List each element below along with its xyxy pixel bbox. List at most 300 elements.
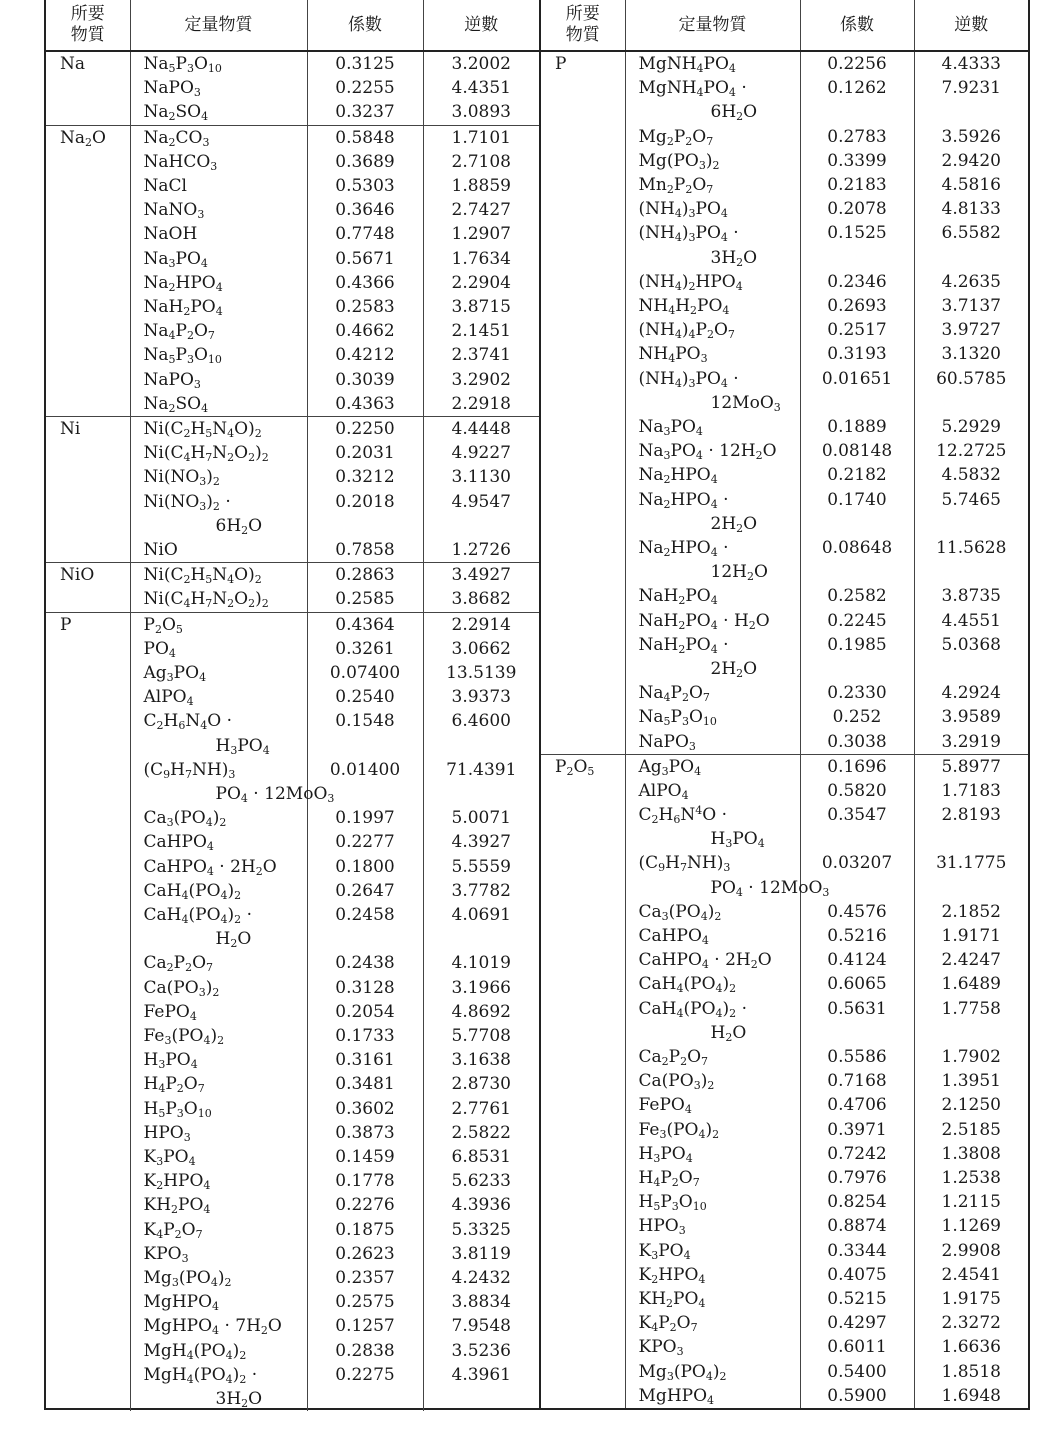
table-row	[541, 51, 1028, 76]
weighed-substance: $Ca_2P_2O_7$	[638, 1047, 709, 1069]
weighed-substance-cell	[130, 951, 307, 975]
weighed-substance: $K_4P_2O_7$	[638, 1313, 698, 1335]
weighed-substance: $Na_2CO_3$	[143, 127, 210, 149]
required-substance-cell	[46, 976, 130, 1000]
weighed-substance-cell	[625, 439, 800, 463]
required-substance: P	[555, 54, 567, 74]
reciprocal-value: 3.8119	[423, 1242, 539, 1266]
required-substance: $P_2O_5$	[555, 756, 595, 778]
factor-value: 0.7242	[800, 1142, 914, 1166]
weighed-substance-cell	[625, 125, 800, 149]
factor-value: 0.2623	[307, 1242, 423, 1266]
weighed-substance-cell	[130, 1218, 307, 1242]
reciprocal-value: 4.2432	[423, 1266, 539, 1290]
weighed-substance: $P_2O_5$	[143, 614, 183, 636]
table-row	[541, 948, 1028, 972]
weighed-substance-continuation: $3H_2O$	[710, 247, 758, 269]
factor-value: 0.4124	[800, 948, 914, 972]
weighed-substance-cell	[625, 1190, 800, 1214]
required-substance-cell	[46, 709, 130, 757]
required-substance-cell	[46, 806, 130, 830]
weighed-substance: $H_3PO_4$	[638, 1143, 693, 1165]
required-substance-cell	[541, 536, 625, 584]
reciprocal-value: 4.5816	[914, 173, 1028, 197]
reciprocal-value: 4.4333	[914, 51, 1028, 76]
table-row	[541, 439, 1028, 463]
table-row	[46, 441, 539, 465]
weighed-substance-cell	[130, 976, 307, 1000]
weighed-substance-cell	[625, 1214, 800, 1238]
factor-value: 0.2078	[800, 197, 914, 221]
required-substance-cell	[541, 1360, 625, 1384]
weighed-substance: $C_2H_6N^4O$ ·	[638, 804, 727, 827]
reciprocal-value: 3.2902	[423, 368, 539, 392]
weighed-substance: MgHPO$_4$	[143, 1292, 220, 1314]
table-row	[46, 247, 539, 271]
weighed-substance-cell	[625, 197, 800, 221]
required-substance-cell	[541, 1287, 625, 1311]
factor-value: 0.3344	[800, 1239, 914, 1263]
table-row	[46, 1169, 539, 1193]
reciprocal-value: 2.8730	[423, 1072, 539, 1096]
factor-value: 0.4662	[307, 319, 423, 343]
weighed-substance: AlPO$_4$	[143, 687, 194, 709]
reciprocal-value: 2.1852	[914, 900, 1028, 924]
weighed-substance: $Na_2HPO_4$ ·	[638, 489, 729, 511]
required-substance-cell	[541, 367, 625, 415]
header-required-line1: 所要	[565, 4, 600, 24]
factor-value: 0.6011	[800, 1335, 914, 1359]
factor-value: 0.5848	[307, 125, 423, 150]
reciprocal-value: 4.9547	[423, 490, 539, 538]
reciprocal-value: 1.2907	[423, 222, 539, 246]
table-row	[46, 879, 539, 903]
weighed-substance: AlPO$_4$	[638, 780, 689, 802]
table-row	[541, 488, 1028, 536]
weighed-substance: $KH_2PO_4$	[638, 1289, 706, 1311]
factor-value: 0.3237	[307, 100, 423, 125]
weighed-substance-cell	[130, 1290, 307, 1314]
weighed-substance-cell	[130, 490, 307, 538]
reciprocal-value: 3.8715	[423, 295, 539, 319]
left-table-body	[46, 51, 539, 1411]
weighed-substance-cell	[130, 1097, 307, 1121]
reciprocal-value: 1.9171	[914, 924, 1028, 948]
required-substance-cell	[541, 149, 625, 173]
table-row	[541, 754, 1028, 779]
required-substance-cell	[541, 270, 625, 294]
weighed-substance-continuation: $12H_2O$	[710, 562, 768, 584]
factor-value: 0.2245	[800, 609, 914, 633]
reciprocal-value: 3.0893	[423, 100, 539, 125]
reciprocal-value: 2.9908	[914, 1239, 1028, 1263]
header-factor: 係數	[800, 0, 914, 51]
reciprocal-value: 1.7758	[914, 997, 1028, 1045]
factor-value: 0.3481	[307, 1072, 423, 1096]
table-row	[541, 681, 1028, 705]
table-row	[46, 1048, 539, 1072]
required-substance-cell	[46, 1048, 130, 1072]
reciprocal-value: 5.6233	[423, 1169, 539, 1193]
reciprocal-value: 12.2725	[914, 439, 1028, 463]
reciprocal-value: 2.7108	[423, 150, 539, 174]
weighed-substance: $Ni(C_4H_7N_2O_2)_2$	[143, 443, 269, 465]
reciprocal-value: 71.4391	[423, 758, 539, 806]
reciprocal-value: 1.7101	[423, 125, 539, 150]
weighed-substance-cell	[130, 538, 307, 563]
factor-value: 0.1778	[307, 1169, 423, 1193]
table-row	[541, 584, 1028, 608]
required-substance-cell	[541, 1214, 625, 1238]
factor-value: 0.2255	[307, 76, 423, 100]
weighed-substance-continuation: $6H_2O$	[710, 102, 758, 124]
reciprocal-value: 2.2918	[423, 392, 539, 417]
reciprocal-value: 3.4927	[423, 563, 539, 588]
reciprocal-value: 3.2002	[423, 51, 539, 76]
table-row	[46, 1363, 539, 1411]
factor-value: 0.7748	[307, 222, 423, 246]
weighed-substance-cell	[625, 342, 800, 366]
table-row	[46, 612, 539, 637]
weighed-substance-cell	[130, 392, 307, 417]
weighed-substance-cell	[130, 1121, 307, 1145]
weighed-substance: $Ag_3PO_4$	[638, 756, 702, 778]
table-row	[46, 976, 539, 1000]
right-table	[541, 0, 1028, 1408]
required-substance-cell	[46, 100, 130, 125]
reciprocal-value: 4.2924	[914, 681, 1028, 705]
weighed-substance-cell	[625, 705, 800, 729]
factor-value: 0.3038	[800, 730, 914, 755]
reciprocal-value: 1.6948	[914, 1384, 1028, 1408]
required-substance-cell	[46, 1218, 130, 1242]
weighed-substance: $Na_2HPO_4$	[638, 465, 718, 487]
factor-value: 0.4212	[307, 343, 423, 367]
reciprocal-value: 2.1250	[914, 1093, 1028, 1117]
weighed-substance-cell	[625, 803, 800, 851]
required-substance-cell	[46, 661, 130, 685]
weighed-substance-cell	[130, 465, 307, 489]
required-substance: Na	[60, 54, 86, 74]
factor-value: 0.2438	[307, 951, 423, 975]
factor-value: 0.03207	[800, 851, 914, 899]
required-substance-cell	[541, 851, 625, 899]
weighed-substance: $Na_3PO_4$	[143, 248, 208, 270]
weighed-substance-cell	[130, 150, 307, 174]
reciprocal-value: 1.6636	[914, 1335, 1028, 1359]
weighed-substance-cell	[130, 612, 307, 637]
weighed-substance-cell	[130, 51, 307, 76]
factor-value: 0.4366	[307, 271, 423, 295]
weighed-substance: CaHPO$_4$ · $2H_2O$	[638, 950, 772, 972]
table-row	[46, 806, 539, 830]
reciprocal-value: 3.7782	[423, 879, 539, 903]
required-substance-cell	[541, 318, 625, 342]
weighed-substance: NaPO$_3$	[143, 78, 201, 100]
table-row	[46, 343, 539, 367]
factor-value: 0.3193	[800, 342, 914, 366]
table-row	[541, 1239, 1028, 1263]
required-substance-cell	[541, 342, 625, 366]
table-row	[541, 803, 1028, 851]
table-row	[46, 587, 539, 612]
required-substance-cell	[46, 222, 130, 246]
weighed-substance-cell	[130, 855, 307, 879]
table-row	[46, 1218, 539, 1242]
weighed-substance: $Ni(C_2H_5N_4O)_2$	[143, 565, 262, 587]
required-substance-cell	[46, 1290, 130, 1314]
weighed-substance-cell	[625, 173, 800, 197]
weighed-substance: $NaH_2PO_4$	[143, 297, 223, 319]
table-row	[541, 1093, 1028, 1117]
factor-value: 0.4364	[307, 612, 423, 637]
weighed-substance-cell	[130, 709, 307, 757]
factor-value: 0.8874	[800, 1214, 914, 1238]
factor-value: 0.2250	[307, 417, 423, 442]
weighed-substance: MgHPO$_4$	[638, 1385, 715, 1407]
weighed-substance-cell	[625, 997, 800, 1045]
required-substance-cell	[46, 392, 130, 417]
reciprocal-value: 6.4600	[423, 709, 539, 757]
reciprocal-value: 1.9175	[914, 1287, 1028, 1311]
factor-value: 0.2018	[307, 490, 423, 538]
weighed-substance-cell	[130, 198, 307, 222]
required-substance-cell	[46, 247, 130, 271]
weighed-substance-cell	[625, 318, 800, 342]
factor-value: 0.2517	[800, 318, 914, 342]
required-substance-cell	[541, 1239, 625, 1263]
weighed-substance: FePO$_4$	[638, 1095, 692, 1117]
weighed-substance-continuation: $PO_4 \cdot 12MoO_3$	[215, 784, 335, 806]
reciprocal-value: 2.7427	[423, 198, 539, 222]
reciprocal-value: 4.4551	[914, 609, 1028, 633]
reciprocal-value: 3.5236	[423, 1339, 539, 1363]
required-substance-cell	[46, 319, 130, 343]
weighed-substance: $Ni(NO_3)_2$	[143, 467, 220, 489]
factor-value: 0.2582	[800, 584, 914, 608]
weighed-substance: $NaH_2PO_4$ ·	[638, 634, 729, 656]
table-row	[46, 1290, 539, 1314]
left-table-half	[46, 0, 539, 1411]
required-substance-cell	[46, 1097, 130, 1121]
required-substance-cell	[46, 951, 130, 975]
reciprocal-value: 2.8193	[914, 803, 1028, 851]
required-substance-cell	[541, 681, 625, 705]
weighed-substance-cell	[625, 1166, 800, 1190]
weighed-substance: $Na_2SO_4$	[143, 102, 209, 124]
factor-value: 0.2693	[800, 294, 914, 318]
required-substance-cell	[541, 1384, 625, 1408]
table-row	[46, 709, 539, 757]
weighed-substance: $MgH_4(PO_4)_2$ ·	[143, 1364, 258, 1386]
weighed-substance-cell	[130, 830, 307, 854]
reciprocal-value: 5.0071	[423, 806, 539, 830]
table-row	[541, 997, 1028, 1045]
required-substance-cell	[541, 924, 625, 948]
weighed-substance: $(NH_4)_4P_2O_7$	[638, 320, 735, 342]
weighed-substance: $(C_9H_7NH)_3$	[143, 759, 236, 781]
factor-value: 0.1548	[307, 709, 423, 757]
required-substance: $Na_2O$	[60, 127, 106, 149]
weighed-substance-cell	[130, 903, 307, 951]
required-substance-cell	[46, 1145, 130, 1169]
table-row	[541, 463, 1028, 487]
factor-value: 0.3547	[800, 803, 914, 851]
factor-value: 0.3873	[307, 1121, 423, 1145]
required-substance-cell	[46, 441, 130, 465]
reciprocal-value: 3.0662	[423, 637, 539, 661]
reciprocal-value: 3.1320	[914, 342, 1028, 366]
weighed-substance-cell	[625, 779, 800, 803]
table-row	[46, 1072, 539, 1096]
weighed-substance-cell	[625, 1311, 800, 1335]
factor-value: 0.1733	[307, 1024, 423, 1048]
factor-value: 0.2183	[800, 173, 914, 197]
table-row	[541, 1360, 1028, 1384]
required-substance-cell	[46, 612, 130, 637]
reciprocal-value: 1.3808	[914, 1142, 1028, 1166]
required-substance-cell	[541, 1045, 625, 1069]
weighed-substance: $Na_4P_2O_7$	[638, 683, 710, 705]
reciprocal-value: 3.9373	[423, 685, 539, 709]
required-substance-cell	[46, 1363, 130, 1411]
table-row	[541, 924, 1028, 948]
table-row	[46, 903, 539, 951]
table-row	[46, 368, 539, 392]
required-substance: NiO	[60, 565, 95, 586]
required-substance-cell	[541, 1335, 625, 1359]
weighed-substance: $Fe_3(PO_4)_2$	[638, 1119, 720, 1141]
weighed-substance: CaHPO$_4$	[638, 926, 709, 948]
weighed-substance: $Ni(C_4H_7N_2O_2)_2$	[143, 589, 269, 611]
reciprocal-value: 4.3927	[423, 830, 539, 854]
weighed-substance: $Mn_2P_2O_7$	[638, 174, 714, 196]
weighed-substance: $CaH_4(PO_4)_2$ ·	[143, 905, 252, 927]
table-row	[541, 900, 1028, 924]
weighed-substance-cell	[625, 1360, 800, 1384]
required-substance-cell	[541, 1263, 625, 1287]
required-substance-cell	[541, 584, 625, 608]
required-substance-cell	[46, 830, 130, 854]
reciprocal-value: 3.8834	[423, 1290, 539, 1314]
table-row	[46, 417, 539, 442]
weighed-substance-cell	[625, 900, 800, 924]
weighed-substance: $H_3PO_4$	[143, 1050, 198, 1072]
weighed-substance-cell	[130, 76, 307, 100]
table-row	[46, 100, 539, 125]
weighed-substance: $Mg_3(PO_4)_2$	[638, 1361, 727, 1383]
reciprocal-value: 5.0368	[914, 633, 1028, 681]
table-row	[46, 174, 539, 198]
required-substance-cell	[541, 754, 625, 779]
weighed-substance-cell	[625, 1239, 800, 1263]
weighed-substance: $Mg_3(PO_4)_2$	[143, 1268, 232, 1290]
required-substance-cell	[46, 1072, 130, 1096]
table-row	[46, 198, 539, 222]
weighed-substance: $Ca_3(PO_4)_2$	[143, 808, 227, 830]
reciprocal-value: 4.4351	[423, 76, 539, 100]
factor-value: 0.252	[800, 705, 914, 729]
table-row	[46, 1339, 539, 1363]
factor-value: 0.5216	[800, 924, 914, 948]
table-row	[46, 758, 539, 806]
weighed-substance-cell	[130, 368, 307, 392]
reciprocal-value: 60.5785	[914, 367, 1028, 415]
weighed-substance: $K_3PO_4$	[143, 1147, 196, 1169]
reciprocal-value: 4.8133	[914, 197, 1028, 221]
factor-value: 0.3161	[307, 1048, 423, 1072]
factor-value: 0.2031	[307, 441, 423, 465]
factor-value: 0.3039	[307, 368, 423, 392]
required-substance-cell	[46, 417, 130, 442]
weighed-substance: $K_3PO_4$	[638, 1240, 691, 1262]
weighed-substance-cell	[130, 100, 307, 125]
weighed-substance: $Na_3PO_4$	[638, 416, 703, 438]
weighed-substance: $Na_2SO_4$	[143, 393, 209, 415]
weighed-substance-cell	[130, 1024, 307, 1048]
weighed-substance-cell	[625, 367, 800, 415]
reciprocal-value: 4.3961	[423, 1363, 539, 1411]
table-row	[541, 270, 1028, 294]
weighed-substance-cell	[625, 754, 800, 779]
weighed-substance-cell	[130, 637, 307, 661]
weighed-substance-cell	[130, 441, 307, 465]
required-substance-cell	[541, 1142, 625, 1166]
required-substance-cell	[541, 1069, 625, 1093]
weighed-substance-cell	[625, 1335, 800, 1359]
weighed-substance-cell	[625, 415, 800, 439]
weighed-substance-cell	[625, 1045, 800, 1069]
required-substance-cell	[46, 490, 130, 538]
reciprocal-value: 4.4448	[423, 417, 539, 442]
weighed-substance-cell	[130, 1145, 307, 1169]
weighed-substance: $H_4P_2O_7$	[638, 1168, 700, 1190]
factor-value: 0.1257	[307, 1314, 423, 1338]
required-substance-cell	[46, 51, 130, 76]
factor-value: 0.1985	[800, 633, 914, 681]
required-substance-cell	[46, 1242, 130, 1266]
reciprocal-value: 4.5832	[914, 463, 1028, 487]
weighed-substance: $H_5P_3O_{10}$	[638, 1192, 707, 1214]
reciprocal-value: 13.5139	[423, 661, 539, 685]
reciprocal-value: 11.5628	[914, 536, 1028, 584]
factor-value: 0.1262	[800, 76, 914, 124]
factor-value: 0.1740	[800, 488, 914, 536]
reciprocal-value: 1.7183	[914, 779, 1028, 803]
weighed-substance: NiO	[143, 540, 178, 561]
table-row	[46, 76, 539, 100]
table-row	[46, 1314, 539, 1338]
weighed-substance: $NH_4H_2PO_4$	[638, 295, 730, 317]
table-row	[541, 221, 1028, 269]
factor-value: 0.2838	[307, 1339, 423, 1363]
weighed-substance-cell	[130, 563, 307, 588]
reciprocal-value: 2.2904	[423, 271, 539, 295]
weighed-substance-cell	[625, 76, 800, 124]
weighed-substance-cell	[625, 924, 800, 948]
table-row	[541, 342, 1028, 366]
weighed-substance-cell	[625, 851, 830, 899]
reciprocal-value: 5.7708	[423, 1024, 539, 1048]
factor-value: 0.1800	[307, 855, 423, 879]
required-substance: Ni	[60, 419, 81, 440]
factor-value: 0.5215	[800, 1287, 914, 1311]
weighed-substance: FePO$_4$	[143, 1001, 197, 1023]
weighed-substance: $Na_4P_2O_7$	[143, 321, 215, 343]
weighed-substance: $KPO_3$	[638, 1337, 684, 1359]
table-row	[46, 271, 539, 295]
weighed-substance-cell	[130, 271, 307, 295]
